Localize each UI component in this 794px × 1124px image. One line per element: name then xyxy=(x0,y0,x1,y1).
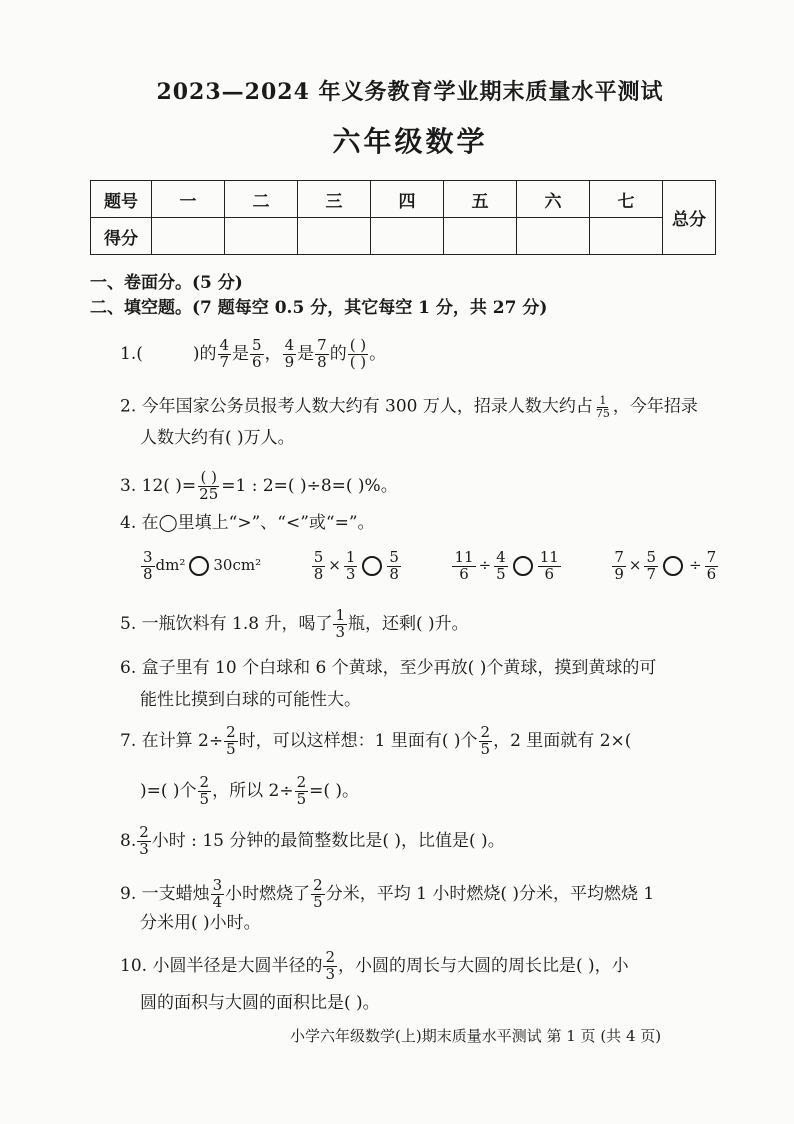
q10-text: ，小圆的周长与大圆的周长比是( )，小 xyxy=(338,955,629,976)
denominator: 7 xyxy=(219,352,230,371)
denominator: 3 xyxy=(335,622,346,641)
question-2-line-2: 人数大约有( )万人。 xyxy=(140,428,295,448)
numerator: 2 xyxy=(313,876,323,894)
question-1 xyxy=(120,338,386,371)
fraction xyxy=(315,338,329,371)
operator: ÷ xyxy=(478,556,492,575)
exam-subtitle: 六年级数学 xyxy=(332,125,488,158)
fraction xyxy=(137,825,151,858)
q3-text: =1 : 2=( )÷8=( )%。 xyxy=(221,475,398,496)
numerator: 5 xyxy=(313,548,324,566)
denominator: 6 xyxy=(252,352,262,371)
score-col-3: 三 xyxy=(298,181,371,218)
operator: × xyxy=(628,556,642,575)
score-cell[interactable] xyxy=(371,218,444,255)
q1-text: )的 xyxy=(192,343,217,364)
numerator: 11 xyxy=(539,548,559,566)
compare-circle[interactable] xyxy=(362,556,382,576)
q5-text: 瓶，还剩( )升。 xyxy=(348,613,469,634)
score-cell[interactable] xyxy=(444,218,517,255)
exam-page xyxy=(60,60,760,1070)
q10-text: 10. 小圆半径是大圆半径的 xyxy=(120,955,323,976)
question-6: 6. 盒子里有 10 个白球和 6 个黄球，至少再放( )个黄球，摸到黄球的可 xyxy=(120,658,657,678)
numerator: 2 xyxy=(139,823,149,841)
fraction xyxy=(594,395,612,419)
question-10 xyxy=(120,950,629,983)
exam-title: 2023—2024 年义务教育学业期末质量水平测试 xyxy=(156,79,664,105)
score-table-header-row xyxy=(91,181,716,218)
numerator: 5 xyxy=(389,548,399,566)
fraction xyxy=(538,550,561,583)
score-col-2: 二 xyxy=(225,181,298,218)
q1-text: 。 xyxy=(369,343,387,364)
numerator: 7 xyxy=(317,336,327,354)
q8-text: 小时 : 15 分钟的最简整数比是( )，比值是( )。 xyxy=(151,830,505,851)
numerator: 7 xyxy=(614,548,624,566)
question-7-line-2 xyxy=(140,775,359,808)
fraction xyxy=(479,725,493,758)
score-table-row1-label: 题号 xyxy=(91,181,152,218)
denominator: 8 xyxy=(143,564,153,583)
score-table-score-row xyxy=(91,218,716,255)
denominator: ( ) xyxy=(349,352,367,371)
compare-circle[interactable] xyxy=(663,556,683,576)
fraction xyxy=(452,550,475,583)
denominator: 3 xyxy=(345,564,356,583)
q9-text: 小时燃烧了 xyxy=(225,883,311,904)
denominator: 9 xyxy=(284,352,295,371)
answer-fraction[interactable] xyxy=(197,470,220,503)
q7-text: ，所以 2÷ xyxy=(212,780,294,801)
q4-expr-2 xyxy=(311,548,407,583)
unit: dm² xyxy=(155,556,186,575)
q9-text: 9. 一支蜡烛 xyxy=(120,883,210,904)
score-col-5: 五 xyxy=(444,181,517,218)
page-footer: 小学六年级数学(上)期末质量水平测试 第 1 页 (共 4 页) xyxy=(290,1027,662,1045)
fraction xyxy=(387,550,401,583)
section-1-heading: 一、卷面分。(5 分) xyxy=(90,273,243,293)
numerator: 5 xyxy=(252,336,262,354)
denominator: 6 xyxy=(459,564,469,583)
score-cell[interactable] xyxy=(517,218,590,255)
score-cell[interactable] xyxy=(152,218,225,255)
numerator: 1 xyxy=(345,548,356,566)
operator: ÷ xyxy=(689,556,702,575)
question-4: 4. 在◯里填上“>”、“<”或“=”。 xyxy=(120,513,375,533)
numerator: 2 xyxy=(199,773,210,791)
question-9 xyxy=(120,878,654,911)
q7-text: 时，可以这样想：1 里面有( )个 xyxy=(238,730,478,751)
q7-text: 7. 在计算 2÷ xyxy=(120,730,224,751)
question-10-line-2: 圆的面积与大圆的面积比是( )。 xyxy=(140,993,380,1013)
question-5 xyxy=(120,608,469,641)
question-2 xyxy=(120,395,698,419)
compare-circle[interactable] xyxy=(513,556,533,576)
compare-circle[interactable] xyxy=(189,556,209,576)
numerator: 3 xyxy=(143,548,153,566)
denominator: 5 xyxy=(199,789,210,808)
score-total-label: 总分 xyxy=(663,181,716,255)
numerator: 5 xyxy=(646,548,657,566)
denominator: 8 xyxy=(313,564,324,583)
denominator: 5 xyxy=(496,564,506,583)
answer-fraction[interactable] xyxy=(348,338,368,371)
score-col-4: 四 xyxy=(371,181,444,218)
denominator: 7 xyxy=(646,564,657,583)
numerator: 4 xyxy=(284,336,295,354)
fraction xyxy=(644,550,658,583)
q2-text: 2. 今年国家公务员报考人数大约有 300 万人，招录人数大约占 xyxy=(120,396,593,417)
numerator: ( ) xyxy=(349,336,367,354)
fraction xyxy=(705,550,719,583)
denominator: 8 xyxy=(389,564,399,583)
q3-text: 3. 12( )= xyxy=(120,475,197,496)
denominator: 3 xyxy=(325,964,335,983)
question-6-line-2: 能性比摸到白球的可能性大。 xyxy=(140,690,361,710)
score-table xyxy=(90,180,716,255)
q4-expr-3 xyxy=(451,548,566,583)
q1-text: 1.( xyxy=(120,343,143,364)
score-cell[interactable] xyxy=(590,218,663,255)
fraction xyxy=(141,550,155,583)
denominator: 6 xyxy=(706,564,717,583)
denominator: 5 xyxy=(480,739,491,758)
q1-text: 的 xyxy=(329,343,347,364)
denominator: 4 xyxy=(212,892,223,911)
denominator: 5 xyxy=(296,789,307,808)
fraction xyxy=(218,338,232,371)
numerator: 2 xyxy=(325,948,335,966)
q2-text: ，今年招录 xyxy=(612,396,698,417)
denominator: 8 xyxy=(317,352,327,371)
section-2-heading: 二、填空题。(7 题每空 0.5 分，其它每空 1 分，共 27 分) xyxy=(90,298,548,318)
numerator: 2 xyxy=(480,723,491,741)
q7-text: =( )。 xyxy=(309,780,360,801)
question-7 xyxy=(120,725,631,758)
q7-text: )=( )个 xyxy=(140,780,197,801)
score-cell[interactable] xyxy=(225,218,298,255)
fraction xyxy=(494,550,508,583)
numerator: 4 xyxy=(496,548,506,566)
q7-text: ，2 里面就有 2×( xyxy=(493,730,632,751)
denominator: 5 xyxy=(313,892,323,911)
numerator: 11 xyxy=(454,548,474,566)
numerator: 3 xyxy=(212,876,223,894)
q1-text: 是 xyxy=(232,343,250,364)
rhs: 30cm² xyxy=(213,556,262,575)
fraction xyxy=(333,608,347,641)
q1-text: ， xyxy=(264,343,282,364)
numerator: 1 xyxy=(335,606,346,624)
question-3 xyxy=(120,470,398,503)
fraction xyxy=(250,338,264,371)
denominator: 3 xyxy=(139,839,149,858)
fraction xyxy=(295,775,309,808)
q5-text: 5. 一瓶饮料有 1.8 升，喝了 xyxy=(120,613,333,634)
score-col-7: 七 xyxy=(590,181,663,218)
question-8 xyxy=(120,825,505,858)
fraction xyxy=(612,550,626,583)
fraction xyxy=(211,878,225,911)
fraction xyxy=(344,550,358,583)
numerator: 2 xyxy=(226,723,236,741)
denominator: 6 xyxy=(544,564,554,583)
denominator: 5 xyxy=(226,739,236,758)
q4-expr-4 xyxy=(611,548,719,583)
q4-expressions xyxy=(140,550,719,583)
fraction xyxy=(312,550,326,583)
numerator: 7 xyxy=(706,548,717,566)
q8-text: 8. xyxy=(120,830,137,851)
fraction xyxy=(323,950,337,983)
operator: × xyxy=(328,556,341,575)
denominator: 9 xyxy=(614,564,624,583)
score-col-1: 一 xyxy=(152,181,225,218)
q4-expr-1 xyxy=(140,548,266,583)
denominator: 75 xyxy=(595,406,610,420)
numerator: 2 xyxy=(296,773,307,791)
q9-text: 分米，平均 1 小时燃烧( )分米，平均燃烧 1 xyxy=(325,883,655,904)
numerator: 4 xyxy=(219,336,230,354)
fraction xyxy=(311,878,325,911)
numerator: ( ) xyxy=(200,468,217,486)
fraction xyxy=(198,775,212,808)
question-9-line-2: 分米用( )小时。 xyxy=(140,913,261,933)
fraction xyxy=(283,338,297,371)
q1-text: 是 xyxy=(297,343,315,364)
fraction xyxy=(224,725,238,758)
numerator: 1 xyxy=(599,394,607,407)
score-table-row2-label: 得分 xyxy=(91,218,152,255)
denominator: 25 xyxy=(199,484,219,503)
score-col-6: 六 xyxy=(517,181,590,218)
score-cell[interactable] xyxy=(298,218,371,255)
